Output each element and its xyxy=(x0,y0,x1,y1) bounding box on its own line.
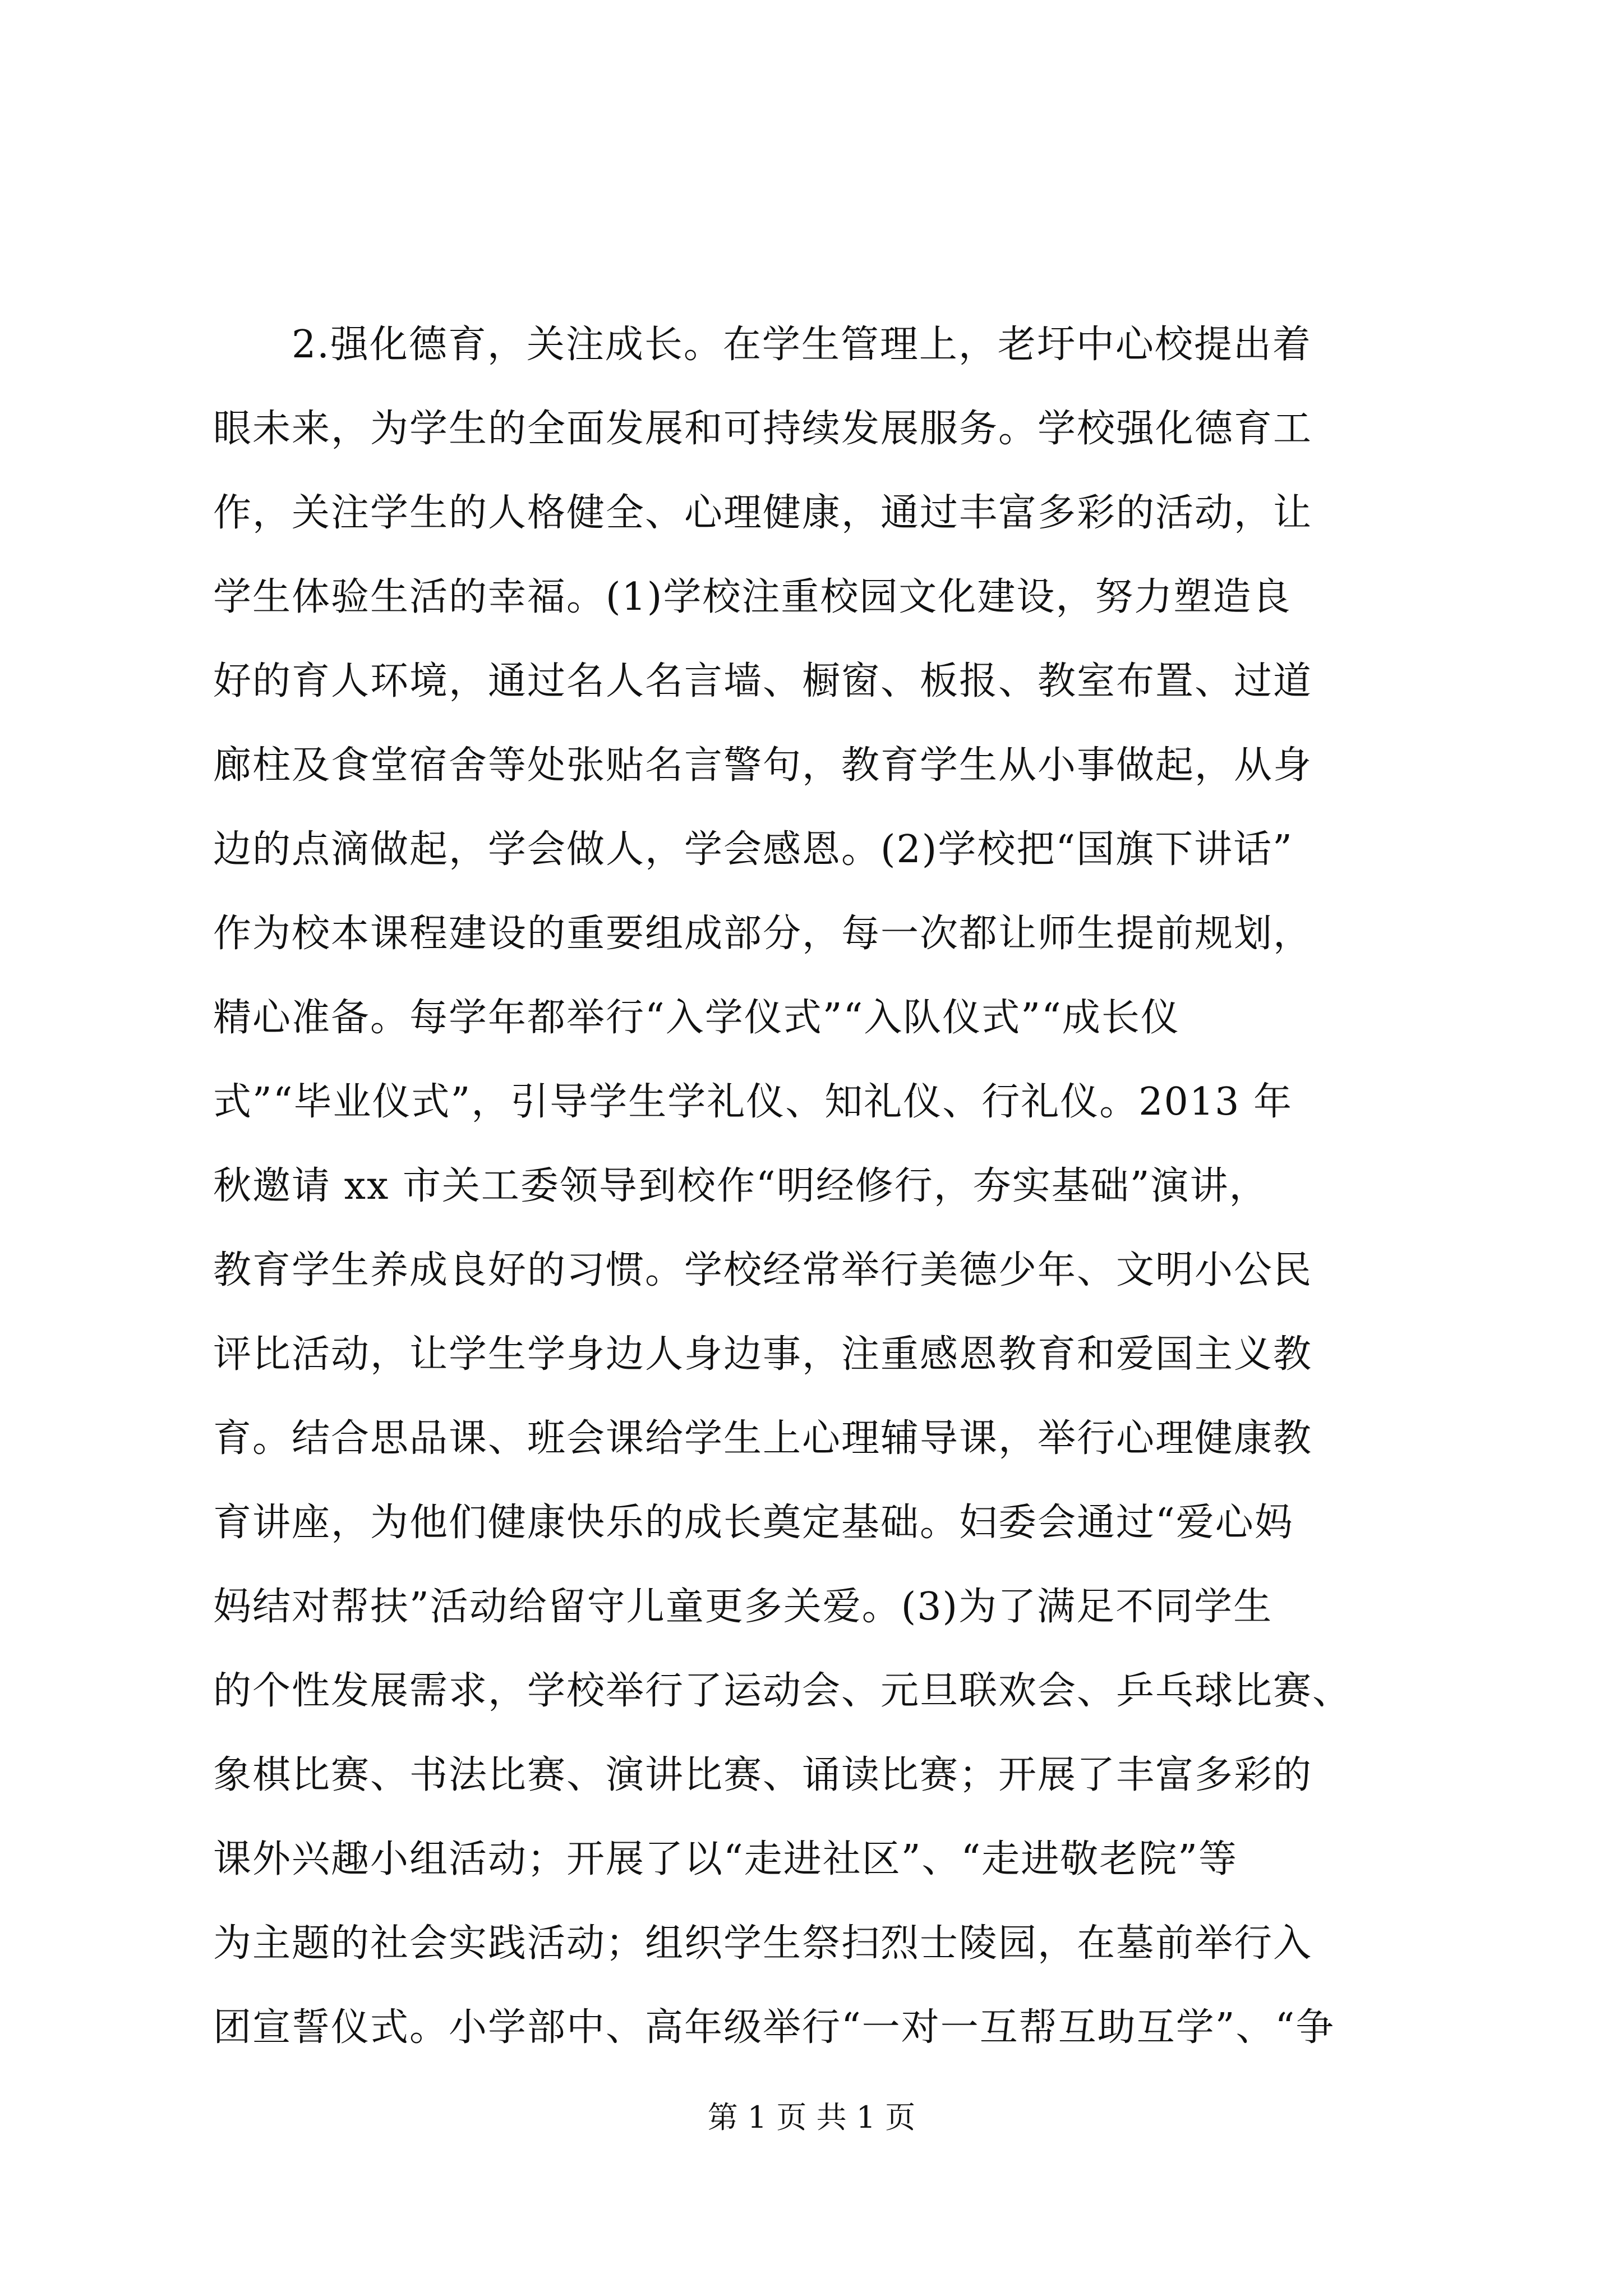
text-line-20: 为主题的社会实践活动；组织学生祭扫烈士陵园，在墓前举行入 xyxy=(213,1921,1313,1966)
text-line-4: 学生体验生活的幸福。(1)学校注重校园文化建设，努力塑造良 xyxy=(213,575,1292,619)
page-number-label: 第 1 页 共 1 页 xyxy=(707,2100,916,2135)
body-paragraph xyxy=(213,303,1413,2070)
text-line-15: 育讲座，为他们健康快乐的成长奠定基础。妇委会通过“爱心妈 xyxy=(213,1501,1294,1545)
text-line-16: 妈结对帮扶”活动给留守儿童更多关爱。(3)为了满足不同学生 xyxy=(213,1585,1273,1629)
text-line-19: 课外兴趣小组活动；开展了以“走进社区”、“走进敬老院”等 xyxy=(213,1837,1238,1881)
text-line-18: 象棋比赛、书法比赛、演讲比赛、诵读比赛；开展了丰富多彩的 xyxy=(213,1753,1313,1797)
text-line-13: 评比活动，让学生学身边人身边事，注重感恩教育和爱国主义教 xyxy=(213,1332,1313,1377)
text-line-3: 作，关注学生的人格健全、心理健康，通过丰富多彩的活动，让 xyxy=(213,491,1313,535)
text-line-12: 教育学生养成良好的习惯。学校经常举行美德少年、文明小公民 xyxy=(213,1248,1313,1292)
text-line-9: 精心准备。每学年都举行“入学仪式”“入队仪式”“成长仪 xyxy=(213,996,1180,1040)
text-line-2: 眼未来，为学生的全面发展和可持续发展服务。学校强化德育工 xyxy=(213,407,1313,451)
text-line-10: 式”“毕业仪式”，引导学生学礼仪、知礼仪、行礼仪。2013 年 xyxy=(213,1080,1293,1124)
text-line-5: 好的育人环境，通过名人名言墙、橱窗、板报、教室布置、过道 xyxy=(213,659,1313,703)
text-line-21: 团宣誓仪式。小学部中、高年级举行“一对一互帮互助互学”、“争 xyxy=(213,2005,1335,2050)
text-line-7: 边的点滴做起，学会做人，学会感恩。(2)学校把“国旗下讲话” xyxy=(213,827,1293,872)
text-line-11: 秋邀请 xx 市关工委领导到校作“明经修行，夯实基础”演讲， xyxy=(213,1164,1269,1208)
text-line-1: 2.强化德育，关注成长。在学生管理上，老圩中心校提出着 xyxy=(292,323,1312,367)
text-line-17: 的个性发展需求，学校举行了运动会、元旦联欢会、乒乓球比赛、 xyxy=(213,1669,1352,1713)
text-line-6: 廊柱及食堂宿舍等处张贴名言警句，教育学生从小事做起，从身 xyxy=(213,743,1313,788)
text-line-8: 作为校本课程建设的重要组成部分，每一次都让师生提前规划， xyxy=(213,912,1313,956)
page-footer xyxy=(0,2098,1623,2137)
text-line-14: 育。结合思品课、班会课给学生上心理辅导课，举行心理健康教 xyxy=(213,1416,1313,1461)
